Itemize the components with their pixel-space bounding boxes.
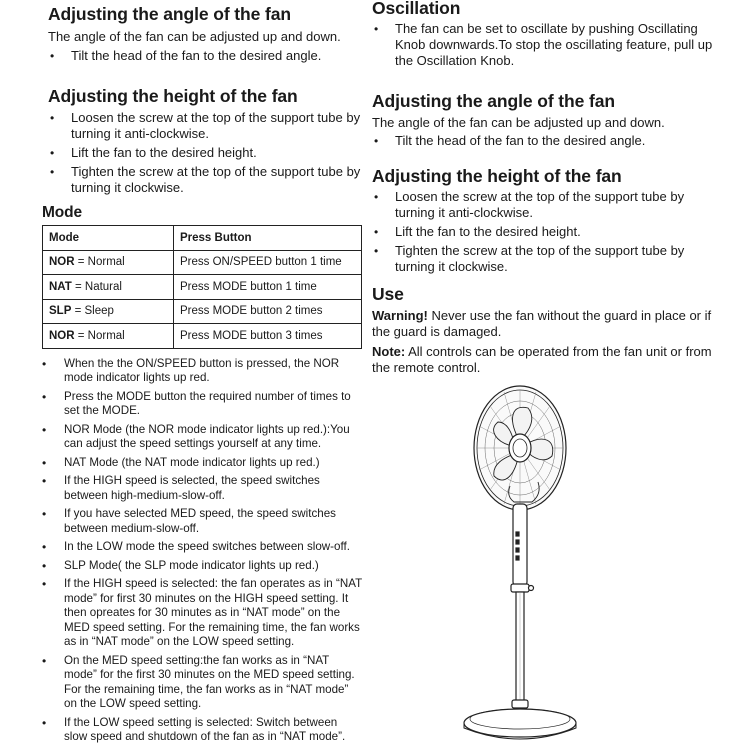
list-item: • If the HIGH speed is selected: the fan operates as in “NAT mode” for first 30 minutes on the HIGH speed setting. It then opreates for 30 minutes as in “NAT mode” on the MED speed setting. For the remaining time, the fan works as in “NAT mode” on the LOW speed setting.: [48, 577, 362, 650]
warning-body: Never use the fan without the guard in place or if the guard is damaged.: [372, 308, 712, 339]
list-item: • Lift the fan to the desired height.: [372, 224, 724, 240]
list-item: • Loosen the screw at the top of the support tube by turning it anti-clockwise.: [372, 189, 724, 221]
note-label: Note:: [372, 344, 406, 359]
mode-cell: [43, 299, 174, 324]
mode-name: = Sleep: [71, 305, 114, 318]
right-column: [372, 0, 724, 376]
oscillation-bullets: [372, 21, 724, 69]
mode-table: [42, 225, 362, 349]
button-cell: Press MODE button 3 times: [174, 324, 362, 349]
mode-name: = Normal: [74, 256, 125, 269]
list-item: • Tighten the screw at the top of the support tube by turning it clockwise.: [372, 243, 724, 275]
list-item: • NOR Mode (the NOR mode indicator lights up red.):You can adjust the speed settings yourself at any time.: [48, 423, 362, 452]
height-bullets: [372, 189, 724, 275]
list-item: • On the MED speed setting:the fan works as in “NAT mode” for the first 30 minutes on the MED speed setting. For the remaining time, the fan works as in “NAT mode” on the LOW speed setting.: [48, 654, 362, 712]
list-item: • Tilt the head of the fan to the desired angle.: [372, 133, 724, 149]
angle-description: The angle of the fan can be adjusted up and down.: [372, 115, 665, 130]
standing-fan-illustration: [452, 378, 592, 750]
mode-cell: [43, 275, 174, 300]
list-item: • The fan can be set to oscillate by pushing Oscillating Knob downwards.To stop the oscillating feature, pull up the Oscillation Knob.: [372, 21, 724, 69]
table-row: [43, 275, 362, 300]
left-column: [42, 0, 362, 745]
list-item: • Press the MODE button the required number of times to set the MODE.: [48, 390, 362, 419]
list-item: • If you have selected MED speed, the speed switches between medium-slow-off.: [48, 507, 362, 536]
table-header-row: [43, 226, 362, 251]
mode-cell: [43, 324, 174, 349]
section-heading-oscillation: Oscillation: [372, 0, 461, 18]
fan-drawing: [452, 378, 592, 750]
list-item: • Lift the fan to the desired height.: [48, 145, 362, 161]
note-text: [372, 344, 724, 376]
list-item: • Tighten the screw at the top of the support tube by turning it clockwise.: [48, 164, 362, 196]
section-heading-height: Adjusting the height of the fan: [372, 166, 622, 186]
section-heading-use: Use: [372, 284, 404, 304]
list-item: • If the HIGH speed is selected, the speed switches between high-medium-slow-off.: [48, 474, 362, 503]
list-item: • SLP Mode( the SLP mode indicator lights up red.): [48, 559, 362, 574]
section-heading-angle: Adjusting the angle of the fan: [48, 4, 291, 24]
section-heading-height: Adjusting the height of the fan: [48, 86, 298, 106]
table-header-cell: Press Button: [174, 226, 362, 251]
angle-bullets: [48, 48, 362, 64]
table-row: [43, 324, 362, 349]
angle-bullets: [372, 133, 724, 149]
list-item: • Tilt the head of the fan to the desired angle.: [48, 48, 362, 64]
list-item: • If the LOW speed setting is selected: Switch between slow speed and shutdown of the fan as in “NAT mode”.: [48, 716, 362, 745]
warning-label: Warning!: [372, 308, 428, 323]
mode-bullets: [48, 357, 362, 745]
angle-description: The angle of the fan can be adjusted up and down.: [48, 29, 341, 44]
section-heading-angle: Adjusting the angle of the fan: [372, 91, 615, 111]
warning-text: [372, 308, 724, 340]
button-cell: Press MODE button 2 times: [174, 299, 362, 324]
note-body: All controls can be operated from the fan unit or from the remote control.: [372, 344, 712, 375]
list-item: • When the the ON/SPEED button is pressed, the NOR mode indicator lights up red.: [48, 357, 362, 386]
button-cell: Press MODE button 1 time: [174, 275, 362, 300]
list-item: • Loosen the screw at the top of the support tube by turning it anti-clockwise.: [48, 110, 362, 142]
section-heading-mode: Mode: [42, 204, 83, 221]
mode-code: SLP: [49, 305, 72, 318]
mode-code: NAT: [49, 280, 72, 293]
height-bullets: [48, 110, 362, 196]
mode-cell: [43, 250, 174, 275]
table-row: [43, 250, 362, 275]
list-item: • NAT Mode (the NAT mode indicator lights up red.): [48, 456, 362, 471]
table-header-cell: Mode: [43, 226, 174, 251]
mode-name: = Normal: [74, 329, 125, 342]
mode-name: = Natural: [71, 280, 122, 293]
mode-code: NOR: [49, 329, 75, 342]
table-row: [43, 299, 362, 324]
list-item: • In the LOW mode the speed switches between slow-off.: [48, 540, 362, 555]
mode-code: NOR: [49, 256, 75, 269]
button-cell: Press ON/SPEED button 1 time: [174, 250, 362, 275]
